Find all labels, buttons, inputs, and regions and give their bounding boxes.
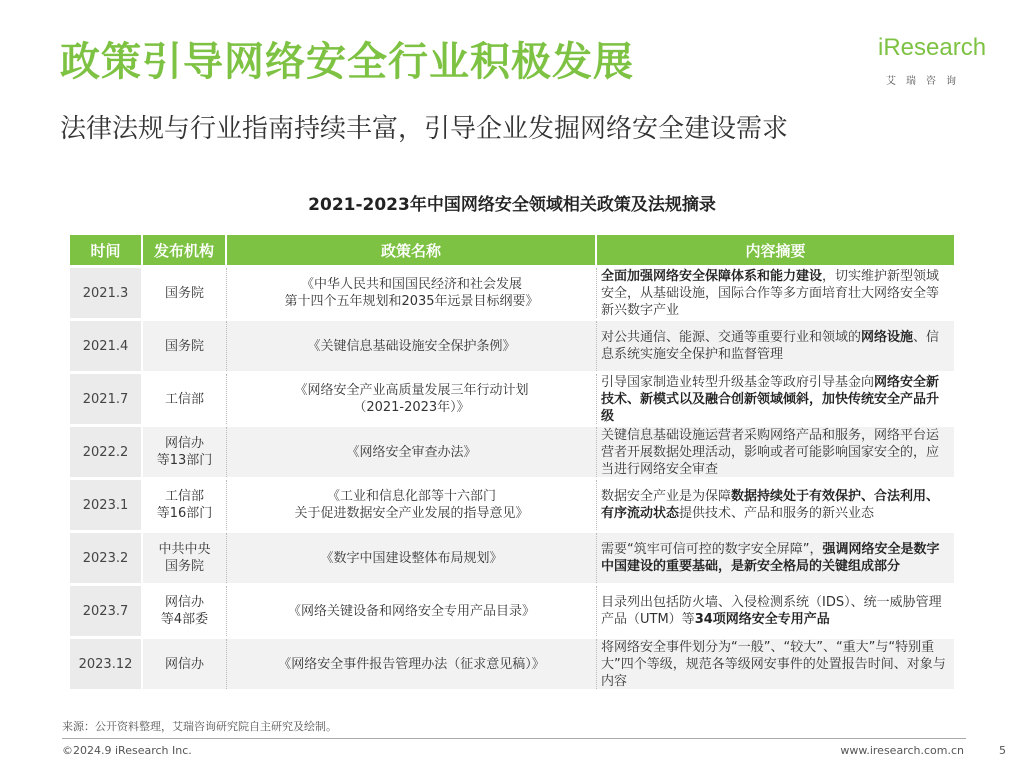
- cell-time: 2023.7: [70, 586, 143, 636]
- cell-org: [143, 427, 227, 477]
- table-row: [70, 530, 954, 583]
- cell-policy: [227, 374, 597, 424]
- cell-org: [143, 586, 227, 636]
- cell-org: [143, 639, 227, 689]
- cell-policy: [227, 533, 597, 583]
- summary-text: 引导国家制造业转型升级基金等政府引导基金向: [601, 374, 875, 390]
- table-body: [70, 265, 954, 689]
- iresearch-logo: [878, 34, 988, 90]
- cell-summary: [597, 427, 954, 477]
- summary-text: 、信息系统实施安全保护和监督管理: [601, 330, 940, 362]
- footer-divider: [62, 738, 966, 739]
- policy-line: 《网络安全产业高质量发展三年行动计划: [294, 383, 529, 398]
- summary-text: 将网络安全事件划分为“一般”、“较大”、“重大”与“特别重大”四个等级，规范各等级网安事件的处置报告时间、对象与内容: [601, 639, 946, 689]
- policy-line: 《数字中国建设整体布局规划》: [320, 550, 503, 566]
- policy-line: 《关键信息基础设施安全保护条例》: [307, 338, 516, 354]
- summary-highlight: 网络设施: [861, 330, 914, 345]
- website-url: www.iresearch.com.cn: [840, 744, 964, 757]
- summary-text: 数据安全产业是为保障: [601, 489, 732, 504]
- cell-summary: [597, 268, 954, 318]
- table-row: [70, 424, 954, 477]
- summary-text: 目录列出包括防火墙、入侵检测系统（IDS）、统一威胁管理产品（UTM）等: [601, 595, 942, 627]
- summary-highlight: 全面加强网络安全保障体系和能力建设: [601, 268, 823, 284]
- summary-text: 提供技术、产品和服务的新兴业态: [679, 506, 875, 521]
- policy-table: [70, 235, 954, 689]
- summary-highlight: 数据持续处于有效保护、合法利用、有序流动状态: [601, 489, 940, 521]
- policy-line: （2021-2023年）》: [353, 400, 470, 415]
- summary-highlight: 网络安全新技术、新模式以及融合创新领域倾斜，加快传统安全产品升级: [601, 374, 940, 424]
- table-row: [70, 583, 954, 636]
- policy-line: 第十四个五年规划和2035年远景目标纲要》: [284, 294, 539, 309]
- cell-policy: [227, 268, 597, 318]
- summary-text: 需要“筑牢可信可控的数字安全屏障”，: [601, 542, 823, 557]
- cell-org: [143, 533, 227, 583]
- cell-summary: [597, 480, 954, 530]
- cell-time: 2021.4: [70, 321, 143, 371]
- org-line: 国务院: [164, 285, 204, 301]
- table-row: [70, 265, 954, 318]
- cell-time: 2023.2: [70, 533, 143, 583]
- summary-highlight: 34项网络安全专用产品: [694, 612, 830, 627]
- org-line: 网信办: [164, 595, 204, 610]
- summary-highlight: 强调网络安全是数字中国建设的重要基础，是新安全格局的关键组成部分: [601, 542, 940, 574]
- cell-org: [143, 480, 227, 530]
- policy-line: 《网络关键设备和网络安全专用产品目录》: [287, 603, 535, 619]
- org-line: 等16部门: [156, 506, 213, 521]
- table-header: [70, 235, 954, 265]
- table-row: [70, 636, 954, 689]
- org-line: 国务院: [164, 338, 204, 354]
- table-title: 2021-2023年中国网络安全领域相关政策及法规摘录: [308, 195, 716, 215]
- logo-tagline: 艾瑞咨询: [886, 76, 966, 87]
- table-row: [70, 477, 954, 530]
- org-line: 工信部: [164, 391, 204, 407]
- cell-time: 2021.3: [70, 268, 143, 318]
- table-row: [70, 318, 954, 371]
- source-note: 来源：公开资料整理，艾瑞咨询研究院自主研究及绘制。: [62, 720, 337, 733]
- cell-summary: [597, 639, 954, 689]
- org-line: 等13部门: [156, 453, 213, 468]
- summary-text: 关键信息基础设施运营者采购网络产品和服务，网络平台运营者开展数据处理活动，影响或者可能影响国家安全的，应当进行网络安全审查: [601, 427, 940, 477]
- page-subtitle: 法律法规与行业指南持续丰富，引导企业发掘网络安全建设需求: [60, 114, 789, 144]
- summary-text: 对公共通信、能源、交通等重要行业和领域的: [601, 330, 862, 345]
- header-org: 发布机构: [143, 235, 227, 265]
- header-summary: 内容摘要: [745, 241, 806, 260]
- cell-time: 2021.7: [70, 374, 143, 424]
- cell-time: 2022.2: [70, 427, 143, 477]
- cell-summary: [597, 374, 954, 424]
- cell-org: [143, 268, 227, 318]
- cell-policy: [227, 480, 597, 530]
- summary-text: ，切实维护新型领域安全，从基础设施，国际合作等多方面培育壮大网络安全等新兴数字产业: [601, 268, 940, 318]
- policy-line: 《工业和信息化部等十六部门: [326, 489, 496, 504]
- cell-time: 2023.12: [70, 639, 143, 689]
- org-line: 国务院: [164, 559, 204, 574]
- policy-line: 《中华人民共和国国民经济和社会发展: [300, 277, 522, 292]
- cell-summary: [597, 586, 954, 636]
- copyright: ©2024.9 iResearch Inc.: [62, 744, 192, 757]
- org-line: 网信办: [164, 656, 204, 672]
- cell-time: 2023.1: [70, 480, 143, 530]
- logo-brand: iResearch: [878, 34, 987, 61]
- org-line: 网信办: [164, 436, 204, 451]
- cell-policy: [227, 639, 597, 689]
- org-line: 等4部委: [160, 612, 209, 627]
- org-line: 中共中央: [158, 542, 211, 557]
- page-title: 政策引导网络安全行业积极发展: [60, 39, 634, 85]
- cell-org: [143, 321, 227, 371]
- header-policy: 政策名称: [227, 235, 597, 265]
- cell-policy: [227, 321, 597, 371]
- table-row: [70, 371, 954, 424]
- header-time: 时间: [70, 235, 143, 265]
- cell-summary: [597, 533, 954, 583]
- policy-line: 关于促进数据安全产业发展的指导意见》: [294, 506, 529, 521]
- cell-org: [143, 374, 227, 424]
- policy-line: 《网络安全审查办法》: [346, 444, 477, 460]
- page-number: 5: [999, 744, 1006, 757]
- cell-summary: [597, 321, 954, 371]
- policy-line: 《网络安全事件报告管理办法（征求意见稿）》: [278, 656, 545, 672]
- cell-policy: [227, 427, 597, 477]
- cell-policy: [227, 586, 597, 636]
- org-line: 工信部: [164, 489, 204, 504]
